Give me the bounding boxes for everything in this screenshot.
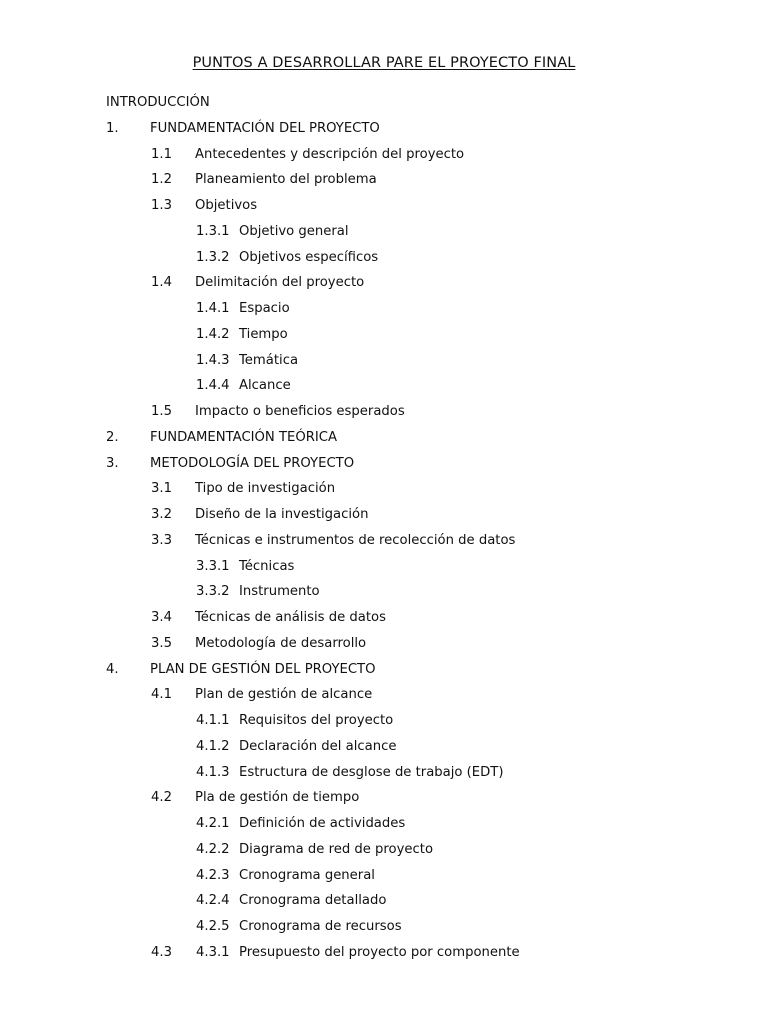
outline-item-number: 3.	[106, 455, 119, 471]
outline-list	[0, 90, 768, 966]
outline-item-text: Cronograma detallado	[239, 893, 387, 909]
outline-item-text: Antecedentes y descripción del proyecto	[195, 146, 465, 162]
outline-item	[0, 631, 768, 657]
outline-item-text: Alcance	[239, 378, 291, 394]
outline-item-number: 1.4.2	[196, 326, 230, 342]
outline-item	[0, 605, 768, 631]
outline-item-text: Cronograma general	[239, 867, 375, 883]
outline-item-number: 4.1	[151, 687, 172, 703]
outline-item-text: Instrumento	[239, 584, 320, 600]
outline-item-text: Tipo de investigación	[195, 481, 336, 497]
outline-item-text: Metodología de desarrollo	[195, 635, 367, 651]
outline-item-number: 4.2.4	[196, 893, 230, 909]
outline-item	[0, 682, 768, 708]
outline-item-text: Objetivos	[195, 198, 258, 213]
outline-item	[0, 322, 768, 348]
outline-item-text: Pla de gestión de tiempo	[195, 790, 360, 806]
outline-item	[0, 270, 768, 296]
outline-item	[0, 785, 768, 811]
outline-item	[0, 399, 768, 425]
outline-item-number: 1.4.3	[196, 352, 230, 368]
outline-item-number: 2.	[106, 429, 119, 445]
outline-item	[0, 760, 768, 786]
outline-item-text: Tiempo	[239, 326, 288, 342]
outline-item-number: 3.3.2	[196, 584, 230, 600]
outline-item-text: Técnicas de análisis de datos	[195, 610, 386, 625]
outline-item	[0, 554, 768, 580]
outline-item	[0, 116, 768, 142]
outline-item-number: 4.2.2	[196, 841, 230, 857]
outline-item	[0, 373, 768, 399]
outline-item-text: Delimitación del proyecto	[195, 275, 365, 291]
outline-item-text: METODOLOGÍA DEL PROYECTO	[150, 455, 355, 471]
outline-item-number: 1.1	[151, 146, 172, 162]
outline-item-text: Impacto o beneficios esperados	[195, 404, 405, 419]
outline-item	[0, 579, 768, 605]
outline-item-text: Presupuesto del proyecto por componente	[239, 944, 520, 960]
outline-item	[0, 734, 768, 760]
outline-item	[0, 425, 768, 451]
outline-item-number: 1.5	[151, 404, 172, 419]
outline-item	[0, 142, 768, 168]
outline-item	[0, 888, 768, 914]
outline-item-text: Declaración del alcance	[239, 738, 397, 754]
outline-item	[0, 167, 768, 193]
outline-item-text: Plan de gestión de alcance	[195, 687, 373, 703]
outline-item-number: 1.2	[151, 172, 172, 188]
outline-item	[0, 837, 768, 863]
outline-item-number: 4.2	[151, 790, 172, 806]
outline-item	[0, 657, 768, 683]
outline-item	[0, 940, 768, 966]
outline-item-text: INTRODUCCIÓN	[106, 95, 210, 110]
outline-item-text: Espacio	[239, 301, 290, 316]
outline-item-number: 1.4.1	[196, 301, 230, 316]
outline-item-text: Cronograma de recursos	[239, 919, 402, 934]
outline-item-number: 1.	[106, 120, 119, 136]
outline-item-text: Temática	[239, 352, 299, 368]
outline-item-text: Diagrama de red de proyecto	[239, 841, 434, 857]
outline-item-text: FUNDAMENTACIÓN TEÓRICA	[150, 429, 338, 445]
outline-item-number: 3.3	[151, 532, 172, 548]
outline-item	[0, 811, 768, 837]
outline-item-text: Planeamiento del problema	[195, 172, 377, 188]
outline-item	[0, 296, 768, 322]
outline-item	[0, 476, 768, 502]
outline-item-number: 1.4.4	[196, 378, 230, 394]
outline-item-number: 4.1.2	[196, 738, 230, 754]
outline-item-number: 3.2	[151, 507, 172, 522]
outline-item-number: 4.2.3	[196, 867, 230, 883]
outline-item	[0, 193, 768, 219]
outline-item-number: 1.3	[151, 198, 172, 213]
outline-item-text: Objetivos específicos	[239, 249, 379, 265]
outline-item-text: PLAN DE GESTIÓN DEL PROYECTO	[150, 661, 376, 677]
outline-item-number: 3.4	[151, 610, 172, 625]
outline-item	[0, 502, 768, 528]
outline-item-text: Definición de actividades	[239, 816, 406, 831]
outline-item-number: 4.2.5	[196, 919, 230, 934]
outline-item	[0, 219, 768, 245]
outline-item-number: 4.1.3	[196, 764, 230, 780]
outline-item	[0, 245, 768, 271]
outline-item-number: 4.2.1	[196, 816, 230, 831]
outline-item-number: 4.3	[151, 944, 172, 960]
outline-item-text: Técnicas e instrumentos de recolección de datos	[195, 532, 516, 548]
outline-item-subnumber: 4.3.1	[196, 944, 230, 960]
outline-item-number: 3.5	[151, 635, 172, 651]
outline-item	[0, 914, 768, 940]
outline-item-number: 1.3.2	[196, 249, 230, 265]
outline-item	[0, 348, 768, 374]
outline-item	[0, 451, 768, 477]
outline-item	[0, 528, 768, 554]
outline-item-number: 4.	[106, 661, 119, 677]
outline-item-number: 1.4	[151, 275, 172, 291]
outline-item-text: FUNDAMENTACIÓN DEL PROYECTO	[150, 120, 380, 136]
outline-item	[0, 90, 768, 116]
outline-item-number: 3.3.1	[196, 558, 230, 574]
outline-item-text: Diseño de la investigación	[195, 507, 369, 522]
outline-item-number: 3.1	[151, 481, 172, 497]
outline-item-text: Estructura de desglose de trabajo (EDT)	[239, 764, 504, 780]
outline-item-text: Objetivo general	[239, 223, 349, 239]
outline-item	[0, 708, 768, 734]
outline-item-text: Requisitos del proyecto	[239, 713, 394, 728]
outline-item	[0, 863, 768, 889]
outline-item-number: 1.3.1	[196, 223, 230, 239]
outline-item-text: Técnicas	[239, 558, 295, 574]
outline-item-number: 4.1.1	[196, 713, 230, 728]
document-title: PUNTOS A DESARROLLAR PARE EL PROYECTO FINAL	[192, 55, 576, 71]
